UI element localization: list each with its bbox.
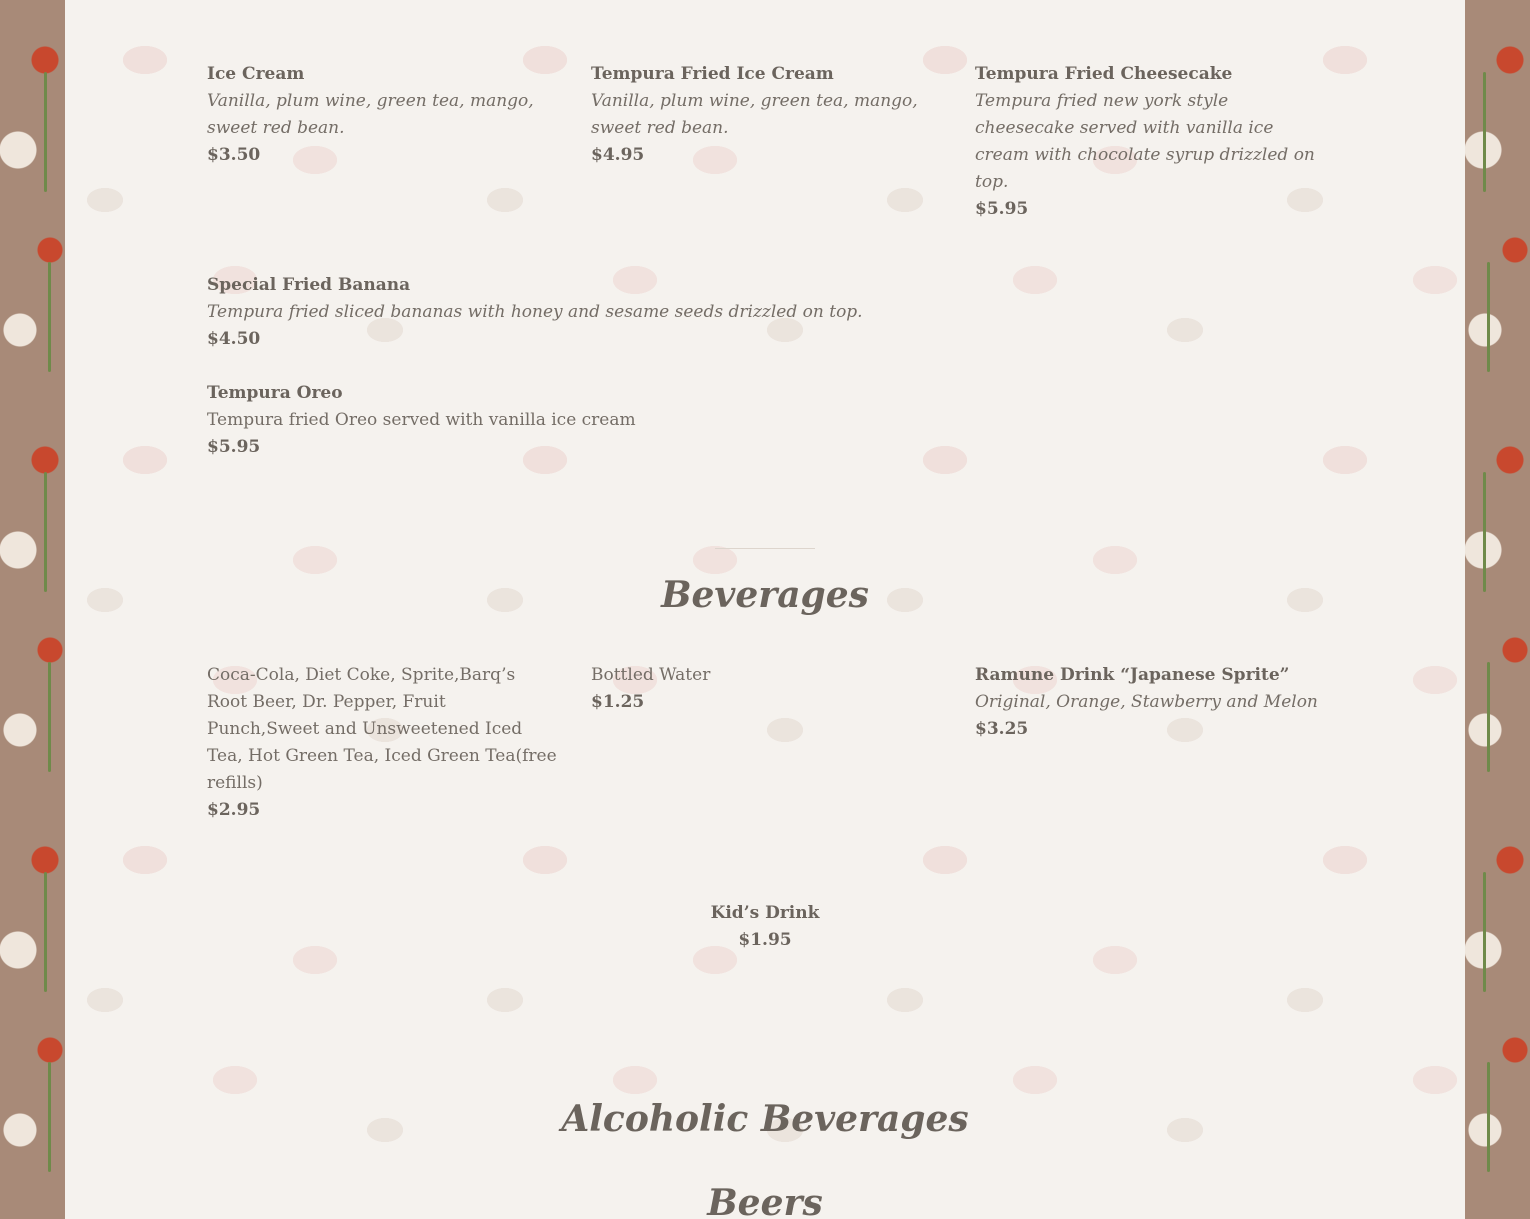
item-name: Tempura Fried Ice Cream	[591, 64, 834, 84]
item-price: $2.95	[207, 800, 261, 820]
menu-panel	[65, 0, 1465, 1219]
menu-item-special-fried-banana	[207, 272, 967, 353]
item-name: Ice Cream	[207, 64, 305, 84]
item-price: $3.25	[975, 719, 1029, 739]
item-price: $4.50	[207, 329, 261, 349]
menu-item-tempura-fried-cheesecake	[975, 61, 1325, 223]
item-price: $1.95	[738, 930, 792, 950]
flower-stem-decoration	[1487, 262, 1490, 372]
item-price: $3.50	[207, 145, 261, 165]
item-description: Tempura fried new york style cheesecake served with vanilla ice cream with chocolate syrup drizzled on top.	[975, 91, 1315, 192]
flower-stem-decoration	[1483, 872, 1486, 992]
item-name: Tempura Fried Cheesecake	[975, 64, 1233, 84]
section-title-alcoholic-beverages: Alcoholic Beverages	[561, 1098, 969, 1140]
right-floral-border	[1465, 0, 1530, 1219]
item-name: Ramune Drink “Japanese Sprite”	[975, 665, 1290, 685]
flower-stem-decoration	[44, 472, 47, 592]
menu-item-tempura-fried-ice-cream	[591, 61, 941, 169]
section-subtitle-beers: Beers	[707, 1182, 823, 1219]
flower-stem-decoration	[1483, 472, 1486, 592]
item-price: $1.25	[591, 692, 645, 712]
flower-stem-decoration	[48, 1062, 51, 1172]
left-floral-border	[0, 0, 65, 1219]
item-name: Special Fried Banana	[207, 275, 411, 295]
item-description: Vanilla, plum wine, green tea, mango, sweet red bean.	[207, 91, 534, 138]
item-description: Bottled Water	[591, 665, 711, 685]
menu-item-ramune-drink	[975, 662, 1335, 743]
menu-item-ice-cream	[207, 61, 557, 169]
menu-item-bottled-water	[591, 662, 941, 716]
item-price: $5.95	[975, 199, 1029, 219]
flower-stem-decoration	[48, 262, 51, 372]
flower-stem-decoration	[48, 662, 51, 772]
item-description: Original, Orange, Stawberry and Melon	[975, 692, 1318, 712]
menu-item-kids-drink	[615, 900, 915, 954]
section-divider	[715, 548, 815, 549]
flower-stem-decoration	[44, 72, 47, 192]
item-description: Vanilla, plum wine, green tea, mango, sweet red bean.	[591, 91, 918, 138]
section-title-beverages: Beverages	[661, 574, 869, 616]
flower-stem-decoration	[1483, 72, 1486, 192]
item-description: Tempura fried sliced bananas with honey and sesame seeds drizzled on top.	[207, 302, 863, 322]
flower-stem-decoration	[1487, 1062, 1490, 1172]
menu-item-tempura-oreo	[207, 380, 967, 461]
item-description: Tempura fried Oreo served with vanilla ice cream	[207, 410, 636, 430]
item-price: $4.95	[591, 145, 645, 165]
item-name: Kid’s Drink	[710, 903, 820, 923]
flower-stem-decoration	[1487, 662, 1490, 772]
menu-item-soft-drinks	[207, 662, 557, 824]
flower-stem-decoration	[44, 872, 47, 992]
item-name: Tempura Oreo	[207, 383, 343, 403]
item-price: $5.95	[207, 437, 261, 457]
item-description: Coca-Cola, Diet Coke, Sprite,Barq’s Root Beer, Dr. Pepper, Fruit Punch,Sweet and Unsweetened Iced Tea, Hot Green Tea, Iced Green Tea(free refills)	[207, 665, 557, 793]
